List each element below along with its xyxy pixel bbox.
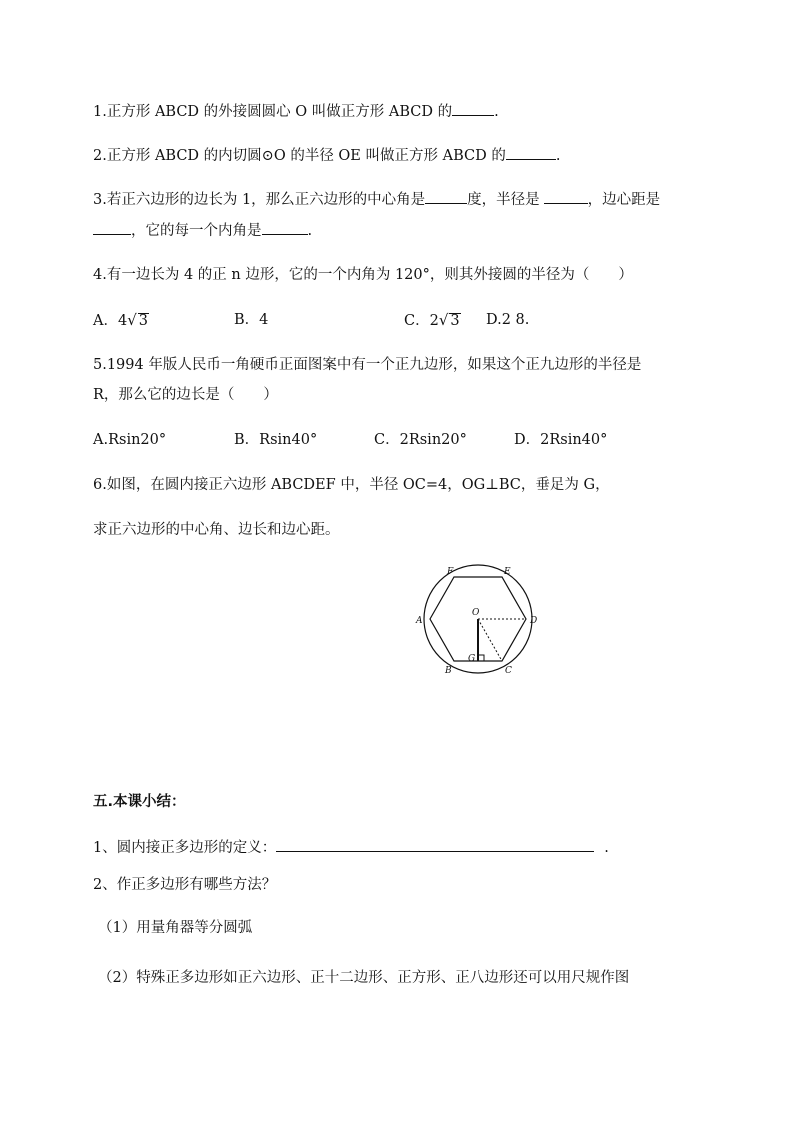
answer-blank bbox=[276, 837, 594, 852]
summary-item-2-sub-2-text: （2）特殊正多边形如正六边形、正十二边形、正方形、正八边形还可以用尺规作图 bbox=[98, 970, 630, 986]
period: . bbox=[307, 223, 313, 239]
question-3-line-1 bbox=[93, 189, 660, 210]
summary-item-2-sub-2 bbox=[98, 968, 629, 988]
choice-c bbox=[404, 310, 461, 331]
radical-icon: √ bbox=[438, 311, 449, 329]
question-5-line-1 bbox=[93, 355, 641, 375]
summary-item-2-text: 2、作正多边形有哪些方法？ bbox=[93, 877, 277, 893]
summary-item-1 bbox=[93, 837, 609, 858]
question-1 bbox=[93, 101, 499, 122]
label-f: F bbox=[447, 567, 454, 577]
period: . bbox=[555, 148, 561, 164]
question-3-part4: ，它的每一个内角是 bbox=[131, 223, 262, 239]
question-3-part2: 度，半径是 bbox=[467, 192, 540, 208]
period: . bbox=[604, 840, 609, 856]
question-3-part1: 3.若正六边形的边长为 1，那么正六边形的中心角是 bbox=[93, 192, 426, 208]
section-title: 五.本课小结： bbox=[93, 794, 186, 810]
question-5-text-2: R，那么它的边长是（ ） bbox=[93, 387, 278, 403]
question-5-choices bbox=[93, 430, 713, 450]
answer-blank bbox=[262, 220, 308, 235]
choice-a: A.Rsin20° bbox=[93, 432, 167, 448]
question-4 bbox=[93, 265, 633, 285]
summary-item-2 bbox=[93, 875, 276, 895]
summary-item-2-sub-1-text: （1）用量角器等分圆弧 bbox=[98, 920, 253, 936]
label-d: D bbox=[530, 616, 538, 626]
choice-a-label: A．4 bbox=[93, 313, 128, 329]
question-6-line-2 bbox=[93, 520, 340, 540]
question-1-text: 1.正方形 ABCD 的外接圆圆心 O 叫做正方形 ABCD 的 bbox=[93, 104, 453, 120]
question-5-text-1: 5.1994 年版人民币一角硬币正面图案中有一个正九边形，如果这个正九边形的半径是 bbox=[93, 357, 642, 373]
label-a: A bbox=[416, 616, 423, 626]
question-2 bbox=[93, 145, 560, 166]
choice-d: D.2 8. bbox=[486, 312, 530, 328]
choice-c: C．2Rsin20° bbox=[374, 432, 467, 448]
choice-a bbox=[93, 310, 149, 331]
label-o: O bbox=[472, 608, 480, 618]
answer-blank bbox=[544, 189, 588, 204]
question-6-text-1: 6.如图，在圆内接正六边形 ABCDEF 中，半径 OC=4，OG⊥BC，垂足为 G， bbox=[93, 477, 610, 493]
summary-item-1-text: 1、圆内接正多边形的定义： bbox=[93, 840, 277, 856]
radical-icon: √ bbox=[127, 311, 137, 329]
choice-b: B．4 bbox=[234, 312, 269, 328]
question-3-line-2 bbox=[93, 220, 312, 241]
question-4-choices bbox=[93, 310, 713, 330]
radicand: 3 bbox=[138, 313, 148, 329]
answer-blank bbox=[452, 101, 494, 116]
answer-blank bbox=[93, 220, 131, 235]
question-2-text: 2.正方形 ABCD 的内切圆⊙O 的半径 OE 叫做正方形 ABCD 的 bbox=[93, 148, 506, 164]
label-e: E bbox=[504, 567, 511, 577]
choice-b: B．Rsin40° bbox=[234, 432, 318, 448]
choice-c-label: C．2 bbox=[404, 313, 439, 329]
question-4-text: 4.有一边长为 4 的正 n 边形，它的一个内角为 120°，则其外接圆的半径为（ ） bbox=[93, 267, 633, 283]
question-5-line-2 bbox=[93, 385, 278, 405]
label-c: C bbox=[505, 666, 512, 676]
answer-blank bbox=[425, 189, 467, 204]
summary-item-2-sub-1 bbox=[98, 918, 252, 938]
choice-d: D．2Rsin40° bbox=[514, 432, 608, 448]
period: . bbox=[494, 104, 499, 120]
question-6-text-2: 求正六边形的中心角、边长和边心距。 bbox=[93, 522, 340, 538]
label-g: G bbox=[468, 654, 476, 664]
question-3-part3: ，边心距是 bbox=[587, 192, 661, 208]
answer-blank bbox=[506, 145, 556, 160]
hexagon-figure bbox=[412, 560, 552, 680]
radicand: 3 bbox=[450, 313, 460, 329]
question-6-line-1 bbox=[93, 475, 610, 495]
label-b: B bbox=[445, 666, 452, 676]
